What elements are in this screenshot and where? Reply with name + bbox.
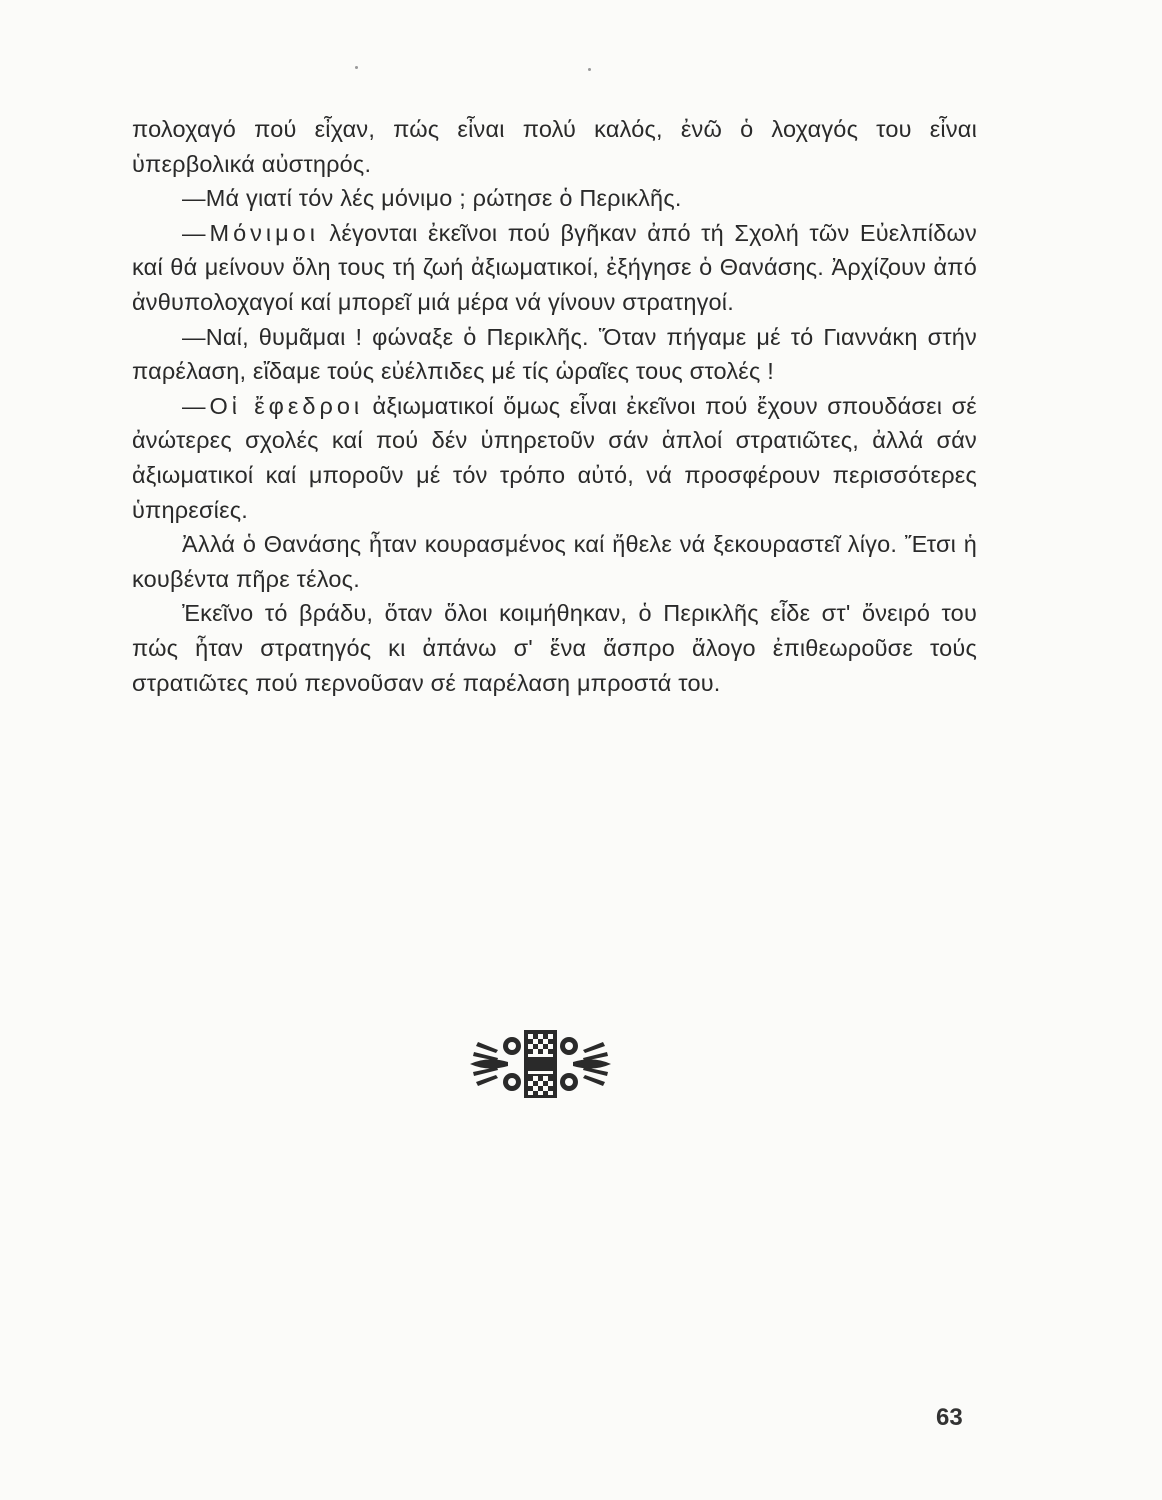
paragraph-5: —Οἱ ἔφεδροι ἀξιωματικοί ὅμως εἶναι ἐκεῖνοι πού ἔχουν σπουδάσει σέ ἀνώτερες σχολές καί πού δέν ὑπηρετοῦν σάν ἁπλοί στρατιῶτες, ἀλλά σάν ἀξιωματικοί καί μποροῦν μέ τόν τρόπο αὐτό, νά προσφέρουν περισσότερες ὑπηρεσίες. xyxy=(132,392,977,523)
paragraph-2: —Μά γιατί τόν λές μόνιμο ; ρώτησε ὁ Περικλῆς. xyxy=(182,185,682,212)
paragraph-4: —Ναί, θυμᾶμαι ! φώναξε ὁ Περικλῆς. Ὅταν πήγαμε μέ τό Γιαννάκη στήν παρέλαση, εἴδαμε τούς εὐέλπιδες μέ τίς ὡραῖες τους στολές ! xyxy=(132,323,977,385)
speck xyxy=(355,66,358,69)
speck xyxy=(588,68,591,71)
paragraph-7: Ἐκεῖνο τό βράδυ, ὅταν ὅλοι κοιμήθηκαν, ὁ Περικλῆς εἶδε στ' ὄνειρό του πώς ἦταν στρατηγός κι ἀπάνω σ' ἕνα ἄσπρο ἄλογο ἐπιθεωροῦσε τούς στρατιῶτες πού περνοῦσαν σέ παρέλαση μπροστά του. xyxy=(132,600,977,696)
spaced-lead: —Οἱ ἔφεδροι xyxy=(182,392,364,419)
paragraph-1: πολοχαγό πού εἶχαν, πώς εἶναι πολύ καλός, ἐνῶ ὁ λοχαγός του εἶναι ὑπερβολικά αὐστηρός. xyxy=(132,116,977,177)
decorative-ornament-icon xyxy=(468,1028,613,1100)
paragraph-3: —Μόνιμοι λέγονται ἐκεῖνοι πού βγῆκαν ἀπό τή Σχολή τῶν Εὐελπίδων καί θά μείνουν ὅλη τους τή ζωή ἀξιωματικοί, ἐξήγησε ὁ Θανάσης. Ἀρχίζουν ἀπό ἀνθυπολοχαγοί καί μπορεῖ μιά μέρα νά γίνουν στρατηγοί. xyxy=(132,219,977,315)
page-number: 63 xyxy=(936,1404,963,1431)
spaced-lead: —Μόνιμοι xyxy=(182,219,319,246)
paragraph-6: Ἀλλά ὁ Θανάσης ἦταν κουρασμένος καί ἤθελε νά ξεκουραστεῖ λίγο. Ἔτσι ἡ κουβέντα πῆρε τέλος. xyxy=(132,531,977,592)
body-text xyxy=(132,112,977,700)
